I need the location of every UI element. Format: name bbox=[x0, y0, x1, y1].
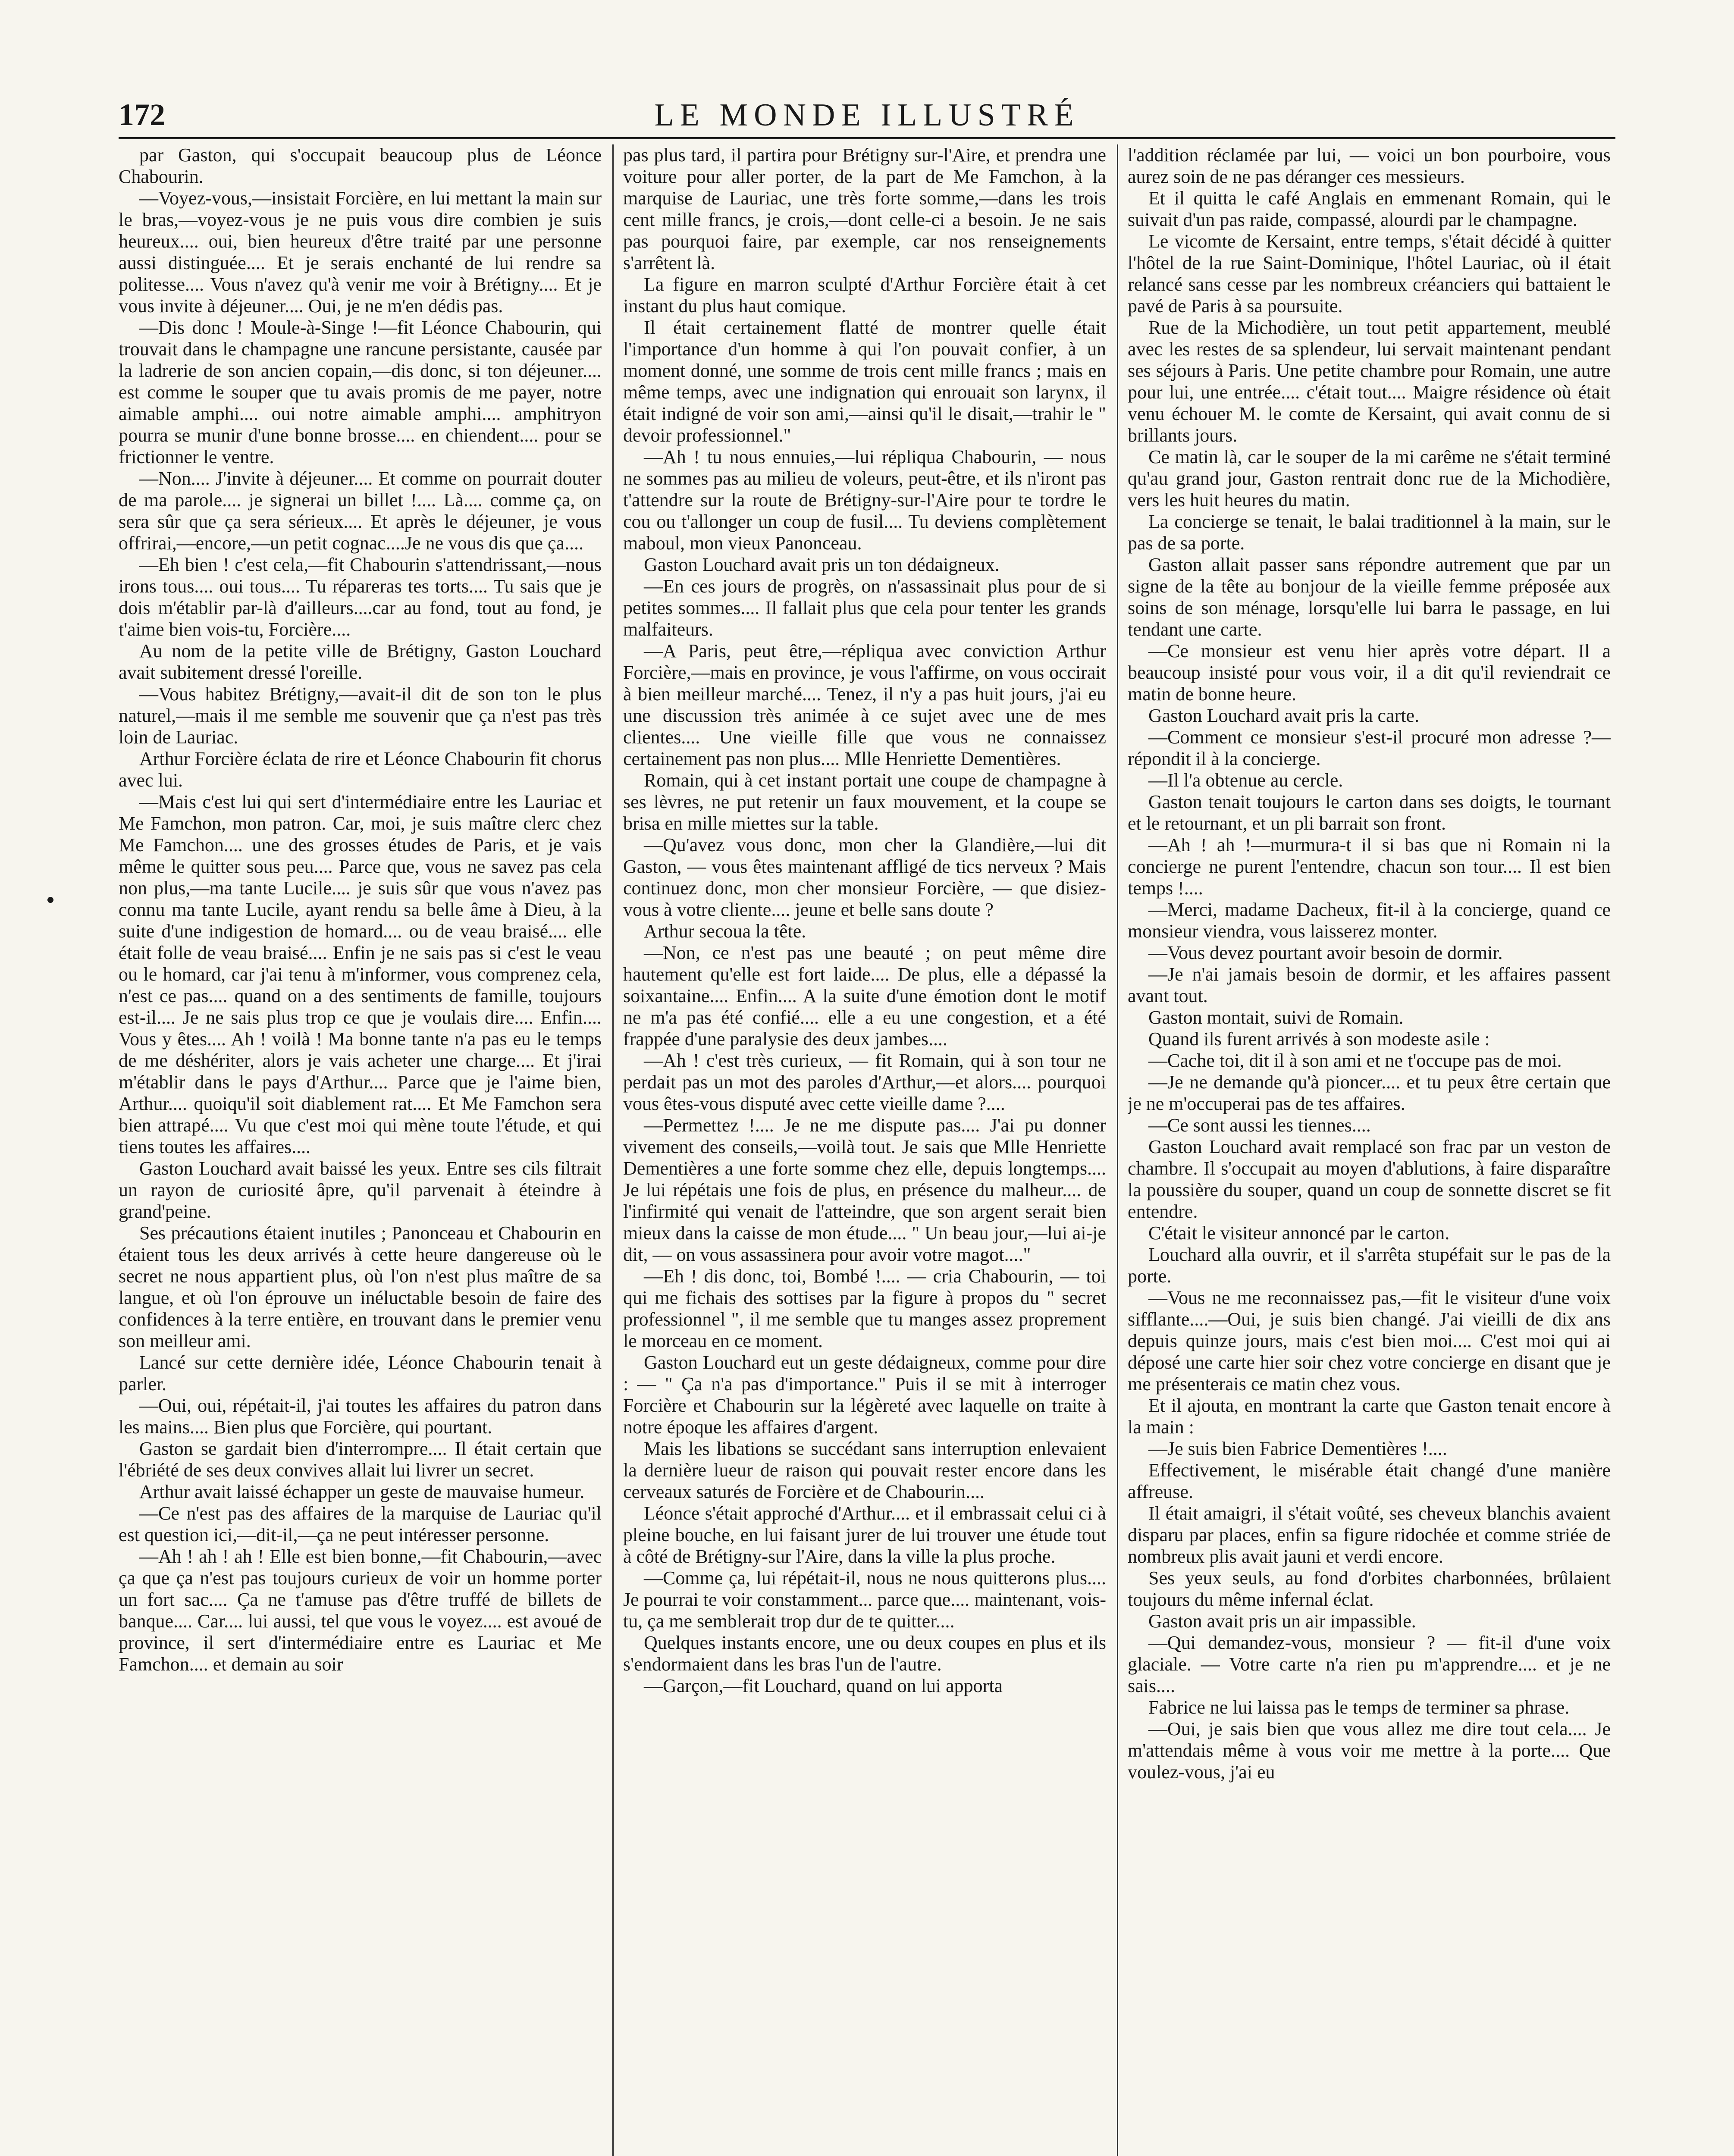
paragraph: —Voyez-vous,—insistait Forcière, en lui mettant la main sur le bras,—voyez-vous je ne puis vous dire combien je suis heureux.... oui, bien heureux d'être traité par une personne aussi distinguée.... Et je serais enchanté de lui rendre sa politesse.... Vous n'avez qu'à venir me voir à Brétigny.... Et je vous invite à déjeuner.... Oui, je ne m'en dédis pas. bbox=[119, 188, 602, 317]
paragraph: par Gaston, qui s'occupait beaucoup plus de Léonce Chabourin. bbox=[119, 144, 602, 187]
paragraph: La figure en marron sculpté d'Arthur Forcière était à cet instant du plus haut comique. bbox=[623, 274, 1106, 317]
paragraph: —Vous habitez Brétigny,—avait-il dit de son ton le plus naturel,—mais il me semble me souvenir que ça n'est pas très loin de Lauriac. bbox=[119, 683, 602, 748]
paragraph: —Qu'avez vous donc, mon cher la Glandière,—lui dit Gaston, — vous êtes maintenant affligé de tics nerveux ? Mais continuez donc, mon cher monsieur Forcière, — que disiez-vous à votre cliente.... jeune et belle sans doute ? bbox=[623, 834, 1106, 920]
paragraph: Arthur secoua la tête. bbox=[644, 921, 806, 942]
paragraph: Il était certainement flatté de montrer quelle était l'importance d'un homme à qui l'on pouvait confier, à un moment donné, une somme de trois cent mille francs ; mais en même temps, avec une indignation qui enrouait son larynx, il était indigné de voir son ami,—ainsi qu'il le disait,—trahir le " devoir professionnel." bbox=[623, 317, 1106, 446]
paragraph: Ce matin là, car le souper de la mi carême ne s'était terminé qu'au grand jour, Gaston rentrait donc rue de la Michodière, vers les huit heures du matin. bbox=[1128, 446, 1611, 511]
paragraph: —Merci, madame Dacheux, fit-il à la concierge, quand ce monsieur viendra, vous laisserez monter. bbox=[1128, 899, 1611, 942]
paragraph: —Vous ne me reconnaissez pas,—fit le visiteur d'une voix sifflante....—Oui, je suis bien changé. J'ai vieilli de dix ans depuis quinze jours, mais c'est bien moi.... C'est moi qui ai déposé une carte hier soir chez votre concierge en disant que je me présenterais ce matin chez vous. bbox=[1128, 1287, 1611, 1395]
paragraph: —Oui, je sais bien que vous allez me dire tout cela.... Je m'attendais même à vous voir me mettre à la porte.... Que voulez-vous, j'ai eu bbox=[1128, 1718, 1611, 1783]
column-3 bbox=[1128, 144, 1611, 2156]
paragraph: Arthur avait laissé échapper un geste de mauvaise humeur. bbox=[139, 1481, 585, 1502]
paragraph: Fabrice ne lui laissa pas le temps de terminer sa phrase. bbox=[1148, 1697, 1570, 1718]
paragraph: Rue de la Michodière, un tout petit appartement, meublé avec les restes de sa splendeur, lui servait maintenant pendant ses séjours à Paris. Une petite chambre pour Romain, une autre pour lui, une entrée.... c'était tout.... Maigre résidence où était venu échouer M. le comte de Kersaint, qui avait connu de si brillants jours. bbox=[1128, 317, 1611, 446]
paragraph: —Eh bien ! c'est cela,—fit Chabourin s'attendrissant,—nous irons tous.... oui tous.... Tu répareras tes torts.... Tu sais que je dois m'établir par-là d'ailleurs....car au fond, tout au fond, je t'aime bien vois-tu, Forcière.... bbox=[119, 554, 602, 640]
page-header bbox=[119, 97, 1615, 140]
paragraph: Gaston allait passer sans répondre autrement que par un signe de la tête au bonjour de la vieille femme préposée aux soins de son ménage, lorsqu'elle lui barra le passage, en lui tendant une carte. bbox=[1128, 554, 1611, 640]
paragraph: Arthur Forcière éclata de rire et Léonce Chabourin fit chorus avec lui. bbox=[119, 748, 602, 791]
paragraph: Quelques instants encore, une ou deux coupes en plus et ils s'endormaient dans les bras l'un de l'autre. bbox=[623, 1632, 1106, 1675]
paragraph: Le vicomte de Kersaint, entre temps, s'était décidé à quitter l'hôtel de la rue Saint-Dominique, l'hôtel Lauriac, où il était relancé sans cesse par les nombreux créanciers qui battaient le pavé de Paris à sa poursuite. bbox=[1128, 231, 1611, 317]
paragraph: Mais les libations se succédant sans interruption enlevaient la dernière lueur de raison qui pouvait rester encore dans les cerveaux saturés de Forcière et de Chabourin.... bbox=[623, 1438, 1106, 1502]
paragraph: Effectivement, le misérable était changé d'une manière affreuse. bbox=[1128, 1460, 1611, 1502]
header-rule bbox=[119, 137, 1615, 139]
paragraph: Il était amaigri, il s'était voûté, ses cheveux blanchis avaient disparu par places, enfin sa figure ridochée et comme striée de nombreux plis avait jauni et verdi encore. bbox=[1128, 1503, 1611, 1567]
paragraph: —Vous devez pourtant avoir besoin de dormir. bbox=[1148, 942, 1503, 963]
paragraph: —Ce sont aussi les tiennes.... bbox=[1148, 1115, 1371, 1136]
paragraph: —Permettez !.... Je ne me dispute pas.... J'ai pu donner vivement des conseils,—voilà tout. Je sais que Mlle Henriette Dementières a une forte somme chez elle, depuis longtemps.... Je lui répétais une fois de plus, en présence du malheur.... de l'infirmité qui venait de l'atteindre, que son argent serait bien mieux dans la caisse de mon étude.... " Un beau jour,—lui ai-je dit, — on vous assassinera pour avoir votre magot...." bbox=[623, 1115, 1106, 1265]
paragraph: Louchard alla ouvrir, et il s'arrêta stupéfait sur le pas de la porte. bbox=[1128, 1244, 1611, 1287]
column-divider bbox=[612, 144, 614, 2156]
journal-title: LE MONDE ILLUSTRÉ bbox=[654, 97, 1080, 133]
paragraph: —Non.... J'invite à déjeuner.... Et comme on pourrait douter de ma parole.... je signerai un billet !.... Là.... comme ça, on sera sûr que ça sera sérieux.... Et après le déjeuner, je vous offrirai,—encore,—un petit cognac....Je ne vous dis que ça.... bbox=[119, 468, 602, 554]
paragraph: —Mais c'est lui qui sert d'intermédiaire entre les Lauriac et Me Famchon, mon patron. Car, moi, je suis maître clerc chez Me Famchon.... une des grosses études de Paris, et je vais même le quitter sous peu.... Parce que, vous ne savez pas cela non plus,—ma tante Lucile.... je suis sûr que vous n'avez pas connu ma tante Lucile, ayant rendu sa belle âme à Dieu, à la suite d'une indigestion de homard.... ou de veau braisé.... elle était folle de veau braisé.... Enfin je ne sais pas si c'est le veau ou le homard, car j'ai tenu à m'informer, vous comprenez cela, n'est ce pas.... quand on a des sentiments de famille, toujours est-il.... Je ne sais plus trop ce que je voulais dire.... Enfin.... Vous y êtes.... Ah ! voilà ! Ma bonne tante n'a pas eu le temps de me déshériter, alors je vais acheter une charge.... Et j'irai m'établir dans le pays d'Arthur.... Parce que je l'aime bien, Arthur.... quoiqu'il soit diablement rat.... Et Me Famchon sera bien attrapé.... Vu que c'est moi qui mène toute l'étude, et qui tiens toutes les affaires.... bbox=[119, 791, 602, 1157]
paragraph: —Il l'a obtenue au cercle. bbox=[1148, 770, 1343, 791]
paragraph: —Eh ! dis donc, toi, Bombé !.... — cria Chabourin, — toi qui me fichais des sottises par la figure à propos du " secret professionnel ", il me semble que tu manges assez proprement le morceau en ce moment. bbox=[623, 1266, 1106, 1351]
paragraph: Gaston Louchard eut un geste dédaigneux, comme pour dire : — " Ça n'a pas d'importance." Puis il se mit à interroger Forcière et Chabourin sur la légèreté avec laquelle on traite à notre époque les affaires d'argent. bbox=[623, 1352, 1106, 1438]
page-number: 172 bbox=[119, 97, 165, 132]
paragraph: Quand ils furent arrivés à son modeste asile : bbox=[1148, 1028, 1490, 1050]
paragraph: —Ah ! c'est très curieux, — fit Romain, qui à son tour ne perdait pas un mot des paroles d'Arthur,—et alors.... pourquoi vous êtes-vous disputé avec cette vieille dame ?.... bbox=[623, 1050, 1106, 1114]
paragraph: Gaston Louchard avait pris la carte. bbox=[1148, 705, 1419, 726]
paragraph: Gaston Louchard avait baissé les yeux. Entre ses cils filtrait un rayon de curiosité âpre, qu'il parvenait à éteindre à grand'peine. bbox=[119, 1158, 602, 1222]
margin-dot bbox=[47, 897, 53, 903]
paragraph: —Oui, oui, répétait-il, j'ai toutes les affaires du patron dans les mains.... Bien plus que Forcière, qui pourtant. bbox=[119, 1395, 602, 1438]
paragraph: —Je suis bien Fabrice Dementières !.... bbox=[1148, 1438, 1447, 1459]
paragraph: Ses yeux seuls, au fond d'orbites charbonnées, brûlaient toujours du même infernal éclat. bbox=[1128, 1567, 1611, 1610]
paragraph: Et il ajouta, en montrant la carte que Gaston tenait encore à la main : bbox=[1128, 1395, 1611, 1438]
paragraph: l'addition réclamée par lui, — voici un bon pourboire, vous aurez soin de ne pas déranger ces messieurs. bbox=[1128, 144, 1611, 187]
paragraph: —Ce monsieur est venu hier après votre départ. Il a beaucoup insisté pour vous voir, il a dit qu'il reviendrait ce matin de bonne heure. bbox=[1128, 640, 1611, 705]
paragraph: —Garçon,—fit Louchard, quand on lui apporta bbox=[644, 1675, 1003, 1696]
paragraph: Romain, qui à cet instant portait une coupe de champagne à ses lèvres, ne put retenir un faux mouvement, et la coupe se brisa en mille miettes sur la table. bbox=[623, 770, 1106, 834]
paragraph: —Ah ! ah !—murmura-t il si bas que ni Romain ni la concierge ne purent l'entendre, chacun son tour.... Il est bien temps !.... bbox=[1128, 834, 1611, 899]
paragraph: Gaston avait pris un air impassible. bbox=[1148, 1611, 1416, 1632]
paragraph: —Cache toi, dit il à son ami et ne t'occupe pas de moi. bbox=[1148, 1050, 1562, 1071]
paragraph: Ses précautions étaient inutiles ; Panonceau et Chabourin en étaient tous les deux arrivés à cette heure dangereuse où le secret ne nous appartient plus, où l'on n'est plus maître de sa langue, et où l'on éprouve un inéluctable besoin de faire des confidences à la terre entière, en trouvant dans le premier venu son meilleur ami. bbox=[119, 1222, 602, 1351]
paragraph: Gaston se gardait bien d'interrompre.... Il était certain que l'ébriété de ses deux convives allait lui livrer un secret. bbox=[119, 1438, 602, 1481]
article-columns bbox=[119, 144, 1714, 2156]
paragraph: Au nom de la petite ville de Brétigny, Gaston Louchard avait subitement dressé l'oreille. bbox=[119, 640, 602, 683]
paragraph: Gaston tenait toujours le carton dans ses doigts, le tournant et le retournant, et un pli barrait son front. bbox=[1128, 791, 1611, 834]
paragraph: —Qui demandez-vous, monsieur ? — fit-il d'une voix glaciale. — Votre carte n'a rien pu m'apprendre.... et je ne sais.... bbox=[1128, 1632, 1611, 1696]
paragraph: —Ah ! ah ! ah ! Elle est bien bonne,—fit Chabourin,—avec ça que ça n'est pas toujours curieux de voir un homme porter un fort sac.... Ça ne t'amuse pas d'être truffé de billets de banque.... Car.... lui aussi, tel que vous le voyez.... est avoué de province, il sert d'intermédiaire entre es Lauriac et Me Famchon.... et demain au soir bbox=[119, 1546, 602, 1675]
paragraph: —Dis donc ! Moule-à-Singe !—fit Léonce Chabourin, qui trouvait dans le champagne une rancune persistante, causée par la ladrerie de son ancien copain,—dis donc, si ton déjeuner.... est comme le souper que tu avais promis de me payer, notre aimable amphi.... oui notre aimable amphi.... amphitryon pourra se munir d'une bonne brosse.... en chiendent.... pour se frictionner le ventre. bbox=[119, 317, 602, 467]
paragraph: C'était le visiteur annoncé par le carton. bbox=[1148, 1222, 1450, 1244]
paragraph: —Je n'ai jamais besoin de dormir, et les affaires passent avant tout. bbox=[1128, 964, 1611, 1006]
column-1 bbox=[119, 144, 602, 2156]
paragraph: —Je ne demande qu'à pioncer.... et tu peux être certain que je ne m'occuperai pas de tes affaires. bbox=[1128, 1072, 1611, 1114]
paragraph: pas plus tard, il partira pour Brétigny sur-l'Aire, et prendra une voiture pour aller porter, de la part de Me Famchon, à la marquise de Lauriac, une très forte somme,—dans les trois cent mille francs, je crois,—dont celle-ci a besoin. Je ne sais pas pourquoi faire, par exemple, car nos renseignements s'arrêtent là. bbox=[623, 144, 1106, 273]
paragraph: Et il quitta le café Anglais en emmenant Romain, qui le suivait d'un pas raide, compassé, alourdi par le champagne. bbox=[1128, 188, 1611, 230]
column-divider bbox=[1117, 144, 1118, 2156]
paragraph: Léonce s'était approché d'Arthur.... et il embrassait celui ci à pleine bouche, en lui faisant jurer de lui trouver une étude tout à côté de Brétigny-sur l'Aire, dans la ville la plus proche. bbox=[623, 1503, 1106, 1567]
paragraph: Gaston montait, suivi de Romain. bbox=[1148, 1007, 1404, 1028]
paragraph: Lancé sur cette dernière idée, Léonce Chabourin tenait à parler. bbox=[119, 1352, 602, 1395]
paragraph: —Comment ce monsieur s'est-il procuré mon adresse ?—répondit il à la concierge. bbox=[1128, 727, 1611, 769]
paragraph: —Ce n'est pas des affaires de la marquise de Lauriac qu'il est question ici,—dit-il,—ça ne peut intéresser personne. bbox=[119, 1503, 602, 1545]
paragraph: —Comme ça, lui répétait-il, nous ne nous quitterons plus.... Je pourrai te voir constamment... parce que.... maintenant, vois-tu, ça me semblerait trop dur de te quitter.... bbox=[623, 1567, 1106, 1632]
paragraph: Gaston Louchard avait pris un ton dédaigneux. bbox=[644, 554, 1000, 575]
paragraph: —Ah ! tu nous ennuies,—lui répliqua Chabourin, — nous ne sommes pas au milieu de voleurs, peut-être, et ils n'iront pas t'attendre sur la route de Brétigny-sur-l'Aire pour te tordre le cou ou t'allonger un coup de fusil.... Tu deviens complètement maboul, mon vieux Panonceau. bbox=[623, 446, 1106, 554]
column-2 bbox=[623, 144, 1106, 2156]
paragraph: —A Paris, peut être,—répliqua avec conviction Arthur Forcière,—mais en province, je vous l'affirme, on vous occirait à bien meilleur marché.... Tenez, il n'y a pas huit jours, j'ai eu une discussion très animée à ce sujet avec une de mes clientes.... Une vieille fille que vous ne connaissez certainement pas non plus.... Mlle Henriette Dementières. bbox=[623, 640, 1106, 769]
paragraph: —En ces jours de progrès, on n'assassinait plus pour de si petites sommes.... Il fallait plus que cela pour tenter les grands malfaiteurs. bbox=[623, 576, 1106, 640]
paragraph: La concierge se tenait, le balai traditionnel à la main, sur le pas de sa porte. bbox=[1128, 511, 1611, 554]
paragraph: —Non, ce n'est pas une beauté ; on peut même dire hautement qu'elle est fort laide.... De plus, elle a dépassé la soixantaine.... Enfin.... A la suite d'une émotion dont le motif ne m'a pas été confié.... elle a eu une congestion, et a été frappée d'une paralysie des deux jambes.... bbox=[623, 942, 1106, 1050]
paragraph: Gaston Louchard avait remplacé son frac par un veston de chambre. Il s'occupait au moyen d'ablutions, à faire disparaître la poussière du souper, quand un coup de sonnette discret se fit entendre. bbox=[1128, 1136, 1611, 1222]
